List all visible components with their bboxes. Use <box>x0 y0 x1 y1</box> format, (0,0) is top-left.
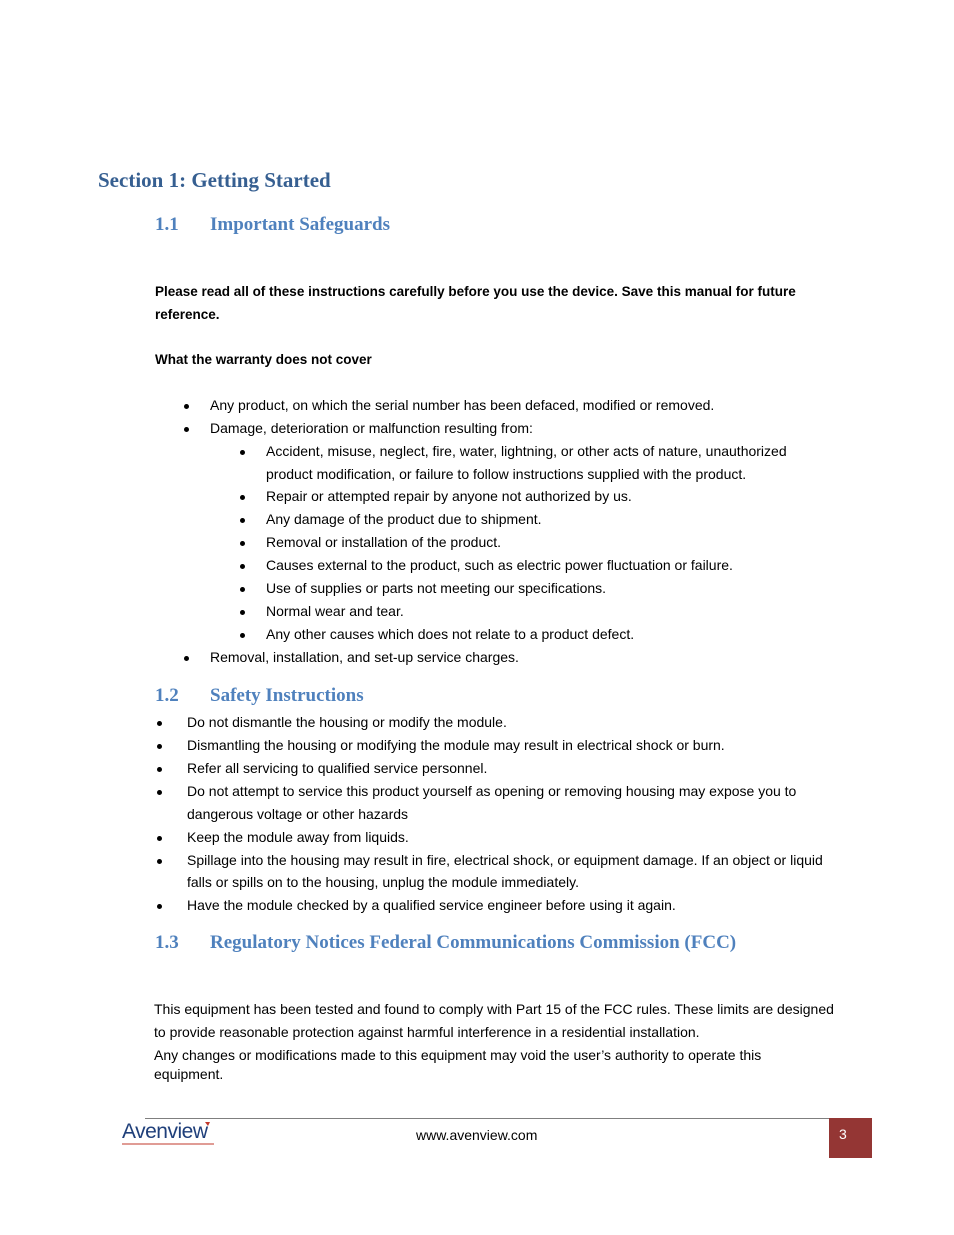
safety-item: Do not dismantle the housing or modify the module. <box>187 714 507 730</box>
warranty-item: Any product, on which the serial number has been defaced, modified or removed. <box>210 397 715 413</box>
bullet-dot <box>240 495 245 500</box>
bullet-dot <box>157 836 162 841</box>
safety-item: Refer all servicing to qualified service personnel. <box>187 760 488 776</box>
warranty-subitem: Accident, misuse, neglect, fire, water, lightning, or other acts of nature, unauthorized <box>266 443 787 459</box>
warranty-item: Damage, deterioration or malfunction resulting from: <box>210 420 533 436</box>
bullet-dot <box>240 518 245 523</box>
bullet-dot <box>157 767 162 772</box>
fcc-paragraph-line: to provide reasonable protection against harmful interference in a residential installation. <box>154 1024 700 1040</box>
footer-url[interactable]: www.avenview.com <box>416 1127 538 1143</box>
warranty-subitem: Repair or attempted repair by anyone not authorized by us. <box>266 488 632 504</box>
warranty-subitem-cont: product modification, or failure to follow instructions supplied with the product. <box>266 466 747 482</box>
bullet-dot <box>240 587 245 592</box>
warranty-subitem: Normal wear and tear. <box>266 603 404 619</box>
subsection-title-1-2: Safety Instructions <box>210 685 364 706</box>
bullet-dot <box>157 790 162 795</box>
subsection-title-1-3: Regulatory Notices Federal Communications Commission (FCC) <box>210 932 737 953</box>
warranty-heading: What the warranty does not cover <box>155 352 372 367</box>
warranty-item: Removal, installation, and set-up service charges. <box>210 649 519 665</box>
intro-line-2: reference. <box>155 307 220 322</box>
safety-item-cont: dangerous voltage or other hazards <box>187 806 409 822</box>
section-title: Section 1: Getting Started <box>98 168 331 192</box>
warranty-subitem: Any other causes which does not relate to a product defect. <box>266 626 635 642</box>
warranty-subitem: Causes external to the product, such as electric power fluctuation or failure. <box>266 557 733 573</box>
bullet-dot <box>184 404 189 409</box>
bullet-dot <box>157 744 162 749</box>
bullet-dot <box>240 564 245 569</box>
bullet-dot <box>157 904 162 909</box>
bullet-dot <box>157 859 162 864</box>
bullet-dot <box>157 721 162 726</box>
intro-line-1: Please read all of these instructions carefully before you use the device. Save this manual for future <box>155 284 796 299</box>
safety-item: Have the module checked by a qualified service engineer before using it again. <box>187 897 676 913</box>
bullet-dot <box>240 450 245 455</box>
safety-item: Do not attempt to service this product yourself as opening or removing housing may expose you to <box>187 783 797 799</box>
warranty-subitem: Use of supplies or parts not meeting our specifications. <box>266 580 607 596</box>
footer-rule <box>145 1118 829 1119</box>
subsection-number-1-3: 1.3 <box>155 932 179 953</box>
fcc-paragraph-line: equipment. <box>154 1066 224 1082</box>
bullet-dot <box>240 610 245 615</box>
avenview-logo <box>122 1120 232 1150</box>
subsection-number-1-2: 1.2 <box>155 685 179 706</box>
subsection-title-1-1: Important Safeguards <box>210 214 390 235</box>
safety-item: Keep the module away from liquids. <box>187 829 409 845</box>
page-number: 3 <box>839 1126 847 1142</box>
safety-item-cont: falls or spills on to the housing, unplug the module immediately. <box>187 874 579 890</box>
bullet-dot <box>240 541 245 546</box>
bullet-dot <box>184 656 189 661</box>
page-number-box <box>829 1118 872 1158</box>
warranty-subitem: Any damage of the product due to shipment. <box>266 511 542 527</box>
subsection-number-1-1: 1.1 <box>155 214 179 235</box>
fcc-paragraph-line: Any changes or modifications made to this equipment may void the user’s authority to operate this <box>154 1047 762 1063</box>
bullet-dot <box>240 633 245 638</box>
logo-text: Avenview <box>122 1120 208 1143</box>
bullet-dot <box>184 427 189 432</box>
safety-item: Dismantling the housing or modifying the module may result in electrical shock or burn. <box>187 737 725 753</box>
warranty-subitem: Removal or installation of the product. <box>266 534 502 550</box>
safety-item: Spillage into the housing may result in fire, electrical shock, or equipment damage. If an object or liquid <box>187 852 823 868</box>
fcc-paragraph-line: This equipment has been tested and found to comply with Part 15 of the FCC rules. These limits are designed <box>154 1001 834 1017</box>
